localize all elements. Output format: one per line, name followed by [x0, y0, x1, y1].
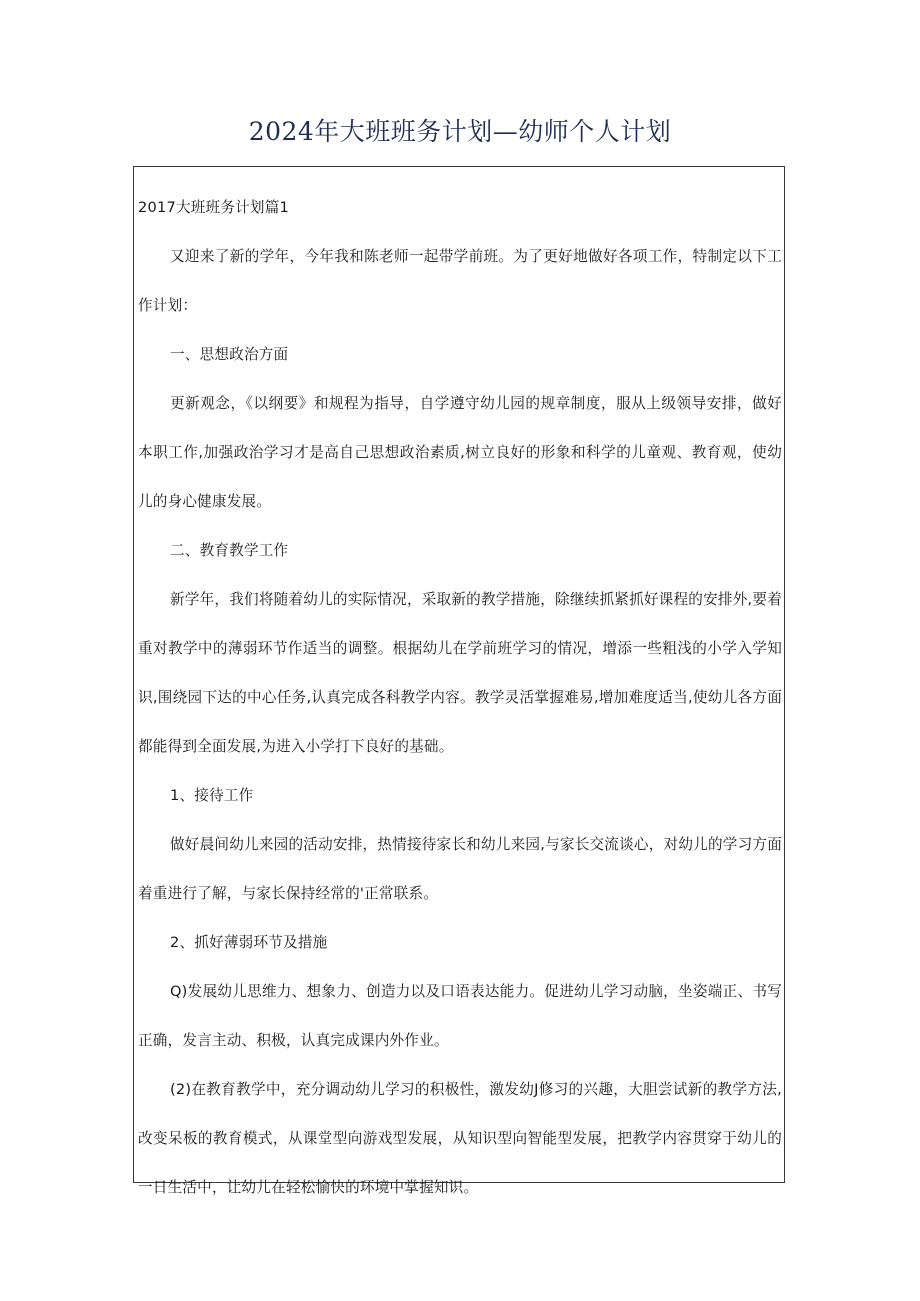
document-title: 2024年大班班务计划—幼师个人计划	[248, 117, 672, 146]
heading-political: 一、思想政治方面	[170, 346, 289, 363]
paragraph-measure-2: (2)在教育教学中，充分调动幼儿学习的积极性，激发幼J修习的兴趣，大胆尝试新的教学方法,改变呆板的教育模式，从课堂型向游戏型发展，从知识型向智能型发展，把教学内容贯穿于幼儿的一日生活中，让幼儿在轻松愉快的环境中掌握知识。	[138, 1081, 782, 1196]
content-frame	[133, 166, 785, 1196]
heading-teaching: 二、教育教学工作	[170, 542, 289, 559]
intro-paragraph: 又迎来了新的学年，今年我和陈老师一起带学前班。为了更好地做好各项工作，特制定以下工作计划：	[138, 248, 782, 314]
paragraph-reception: 做好晨间幼儿来园的活动安排，热情接待家长和幼儿来园,与家长交流谈心，对幼儿的学习方面着重进行了解，与家长保持经常的'正常联系。	[138, 836, 782, 902]
paragraph-measure-1: Q)发展幼儿思维力、想象力、创造力以及口语表达能力。促进幼儿学习动脑，坐姿端正、书写正确，发言主动、积极，认真完成课内外作业。	[138, 983, 782, 1049]
heading-reception: 1、接待工作	[170, 787, 254, 804]
document-body	[138, 183, 782, 1212]
heading-weak-points: 2、抓好薄弱环节及措施	[170, 934, 328, 951]
paragraph-political: 更新观念，《以纲要》和规程为指导，自学遵守幼儿园的规章制度，服从上级领导安排，做好本职工作,加强政治学习才是高自己思想政治素质,树立良好的形象和科学的儿童观、教育观，使幼儿的身心健康发展。	[138, 395, 782, 510]
section-heading: 2017大班班务计划篇1	[138, 199, 289, 216]
paragraph-teaching: 新学年，我们将随着幼儿的实际情况，采取新的教学措施，除继续抓紧抓好课程的安排外,要着重对教学中的薄弱环节作适当的调整。根据幼儿在学前班学习的情况，增添一些粗浅的小学入学知识,围绕园下达的中心任务,认真完成各科教学内容。教学灵活掌握难易,增加难度适当,使幼儿各方面都能得到全面发展,为进入小学打下良好的基础。	[138, 591, 782, 755]
